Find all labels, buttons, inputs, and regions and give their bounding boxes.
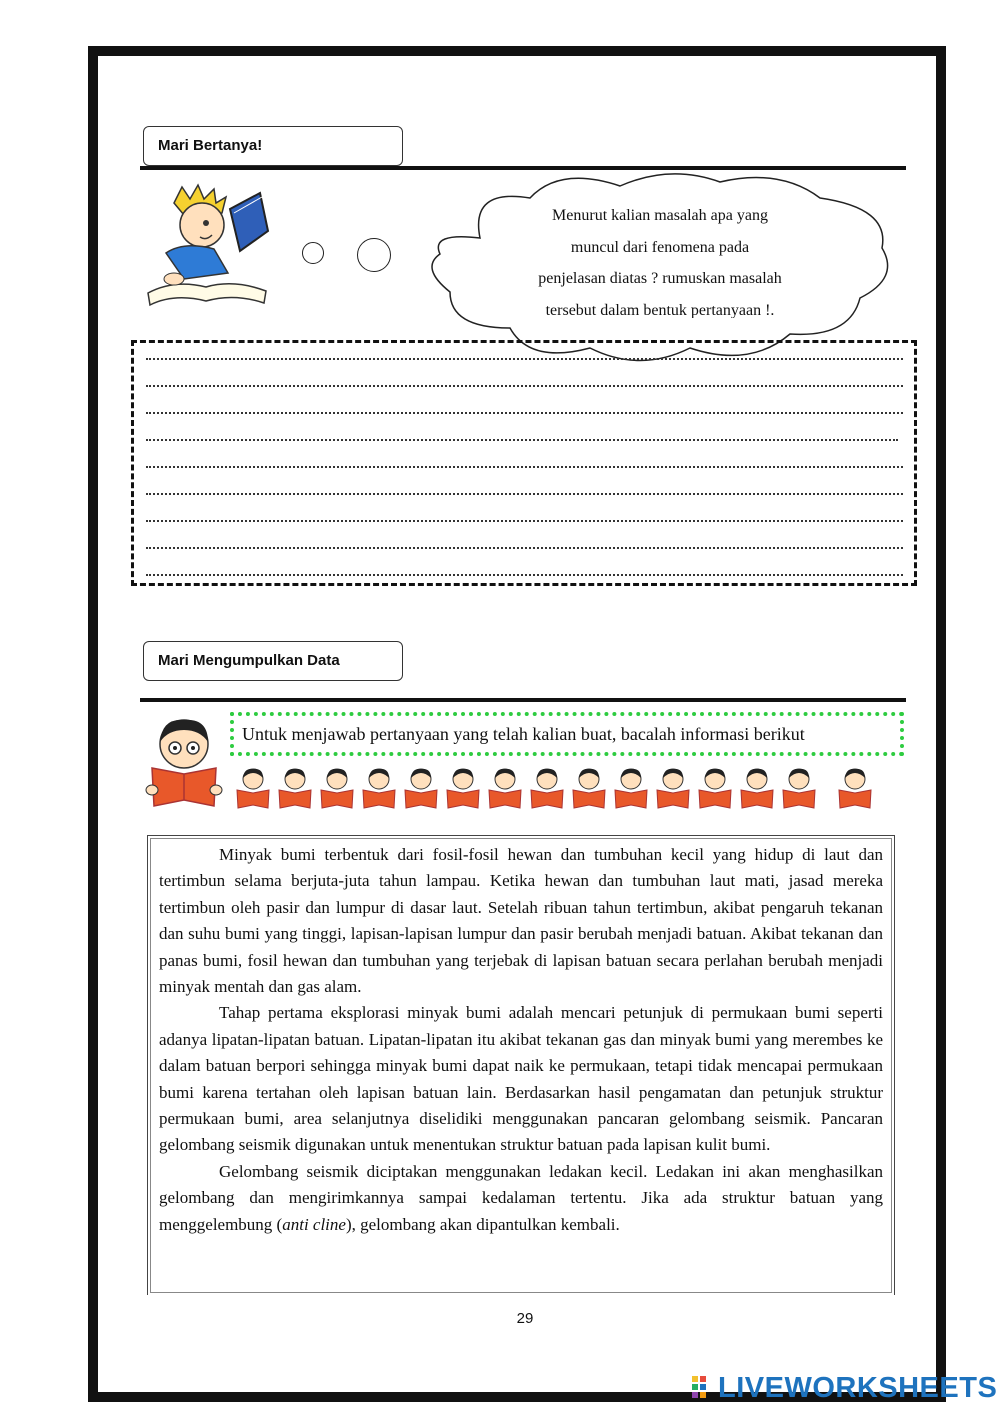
- kid-icon: [780, 766, 818, 810]
- liveworksheets-mark-icon: [692, 1376, 714, 1400]
- answer-line[interactable]: [146, 464, 903, 468]
- reading-kid-illustration: [144, 716, 224, 808]
- answer-line[interactable]: [146, 437, 898, 441]
- passage-italic-term: anti cline: [282, 1214, 346, 1234]
- answer-line[interactable]: [146, 572, 903, 576]
- cloud-line: penjelasan diatas ? rumuskan masalah: [538, 270, 782, 287]
- liveworksheets-logo: [692, 1372, 998, 1408]
- kid-icon: [696, 766, 734, 810]
- answer-line[interactable]: [146, 383, 903, 387]
- thought-dot-large: [357, 238, 391, 272]
- kid-icon: [612, 766, 650, 810]
- kid-icon: [360, 766, 398, 810]
- kid-border-row: [234, 766, 874, 810]
- section-label-bertanya: Mari Bertanya!: [143, 126, 403, 166]
- liveworksheets-wordmark: LIVEWORKSHEETS: [718, 1372, 998, 1404]
- section-label-mengumpulkan: Mari Mengumpulkan Data: [143, 641, 403, 681]
- thought-dot-small: [302, 242, 324, 264]
- answer-box[interactable]: [131, 340, 917, 586]
- instruction-box: Untuk menjawab pertanyaan yang telah kalian buat, bacalah informasi berikut: [230, 712, 904, 756]
- kid-icon: [528, 766, 566, 810]
- passage-paragraph: Minyak bumi terbentuk dari fosil-fosil hewan dan tumbuhan kecil yang hidup di laut dan tertimbun selama berjuta-juta tahun lampau. Ketika hewan dan tumbuhan laut mati, jasad mereka tertimbun oleh pasir dan lumpur di dasar laut. Setelah ribuan tahun tertimbun, akibat pengaruh tekanan dan suhu bumi yang tinggi, lapisan-lapisan lumpur dan pasir berubah menjadi batuan. Akibat tekanan dan panas bumi, fosil hewan dan tumbuhan yang terjebak di lapisan batuan secara perlahan berubah menjadi minyak mentah dan gas alam.: [159, 845, 883, 997]
- kid-icon: [318, 766, 356, 810]
- kid-icon: [402, 766, 440, 810]
- kid-icon: [444, 766, 482, 810]
- reading-passage: [147, 835, 895, 1295]
- cloud-line: muncul dari fenomena pada: [570, 238, 750, 256]
- reading-student-illustration: [144, 183, 270, 309]
- cloud-line: Menurut kalian masalah apa yang: [552, 207, 768, 224]
- passage-paragraph: Tahap pertama eksplorasi minyak bumi adalah mencari petunjuk di permukaan bumi seperti adanya lipatan-lipatan batuan. Lipatan-lipatan itu akibat tekanan gas dan minyak bumi yang merembes ke dalam batuan berpori sehingga minyak bumi dapat naik ke permukaan, tetapi tidak mencapai permukaan bumi karena tertahan oleh lapisan batuan lain. Berdasarkan hasil pengamatan dan petunjuk struktur permukaan bumi, area selanjutnya diselidiki menggunakan pancaran gelombang seismik. Pancaran gelombang seismik digunakan untuk menentukan struktur batuan pada lapisan kulit bumi.: [159, 1003, 883, 1155]
- passage-text: Gelombang seismik diciptakan menggunakan ledakan kecil. Ledakan ini akan menghasilkan gelombang dan mengirimkannya sampai kedalaman tertentu. Jika ada struktur batuan yang menggelembung (: [159, 1161, 883, 1234]
- page-number: 29: [516, 1310, 534, 1327]
- section-rule: [140, 698, 906, 702]
- answer-line[interactable]: [146, 518, 903, 522]
- kid-icon: [570, 766, 608, 810]
- kid-icon: [654, 766, 692, 810]
- kid-icon: [836, 766, 874, 810]
- kid-icon: [276, 766, 314, 810]
- kid-icon: [234, 766, 272, 810]
- cloud-line: tersebut dalam bentuk pertanyaan !.: [545, 301, 775, 318]
- answer-line[interactable]: [146, 491, 903, 495]
- answer-line[interactable]: [146, 545, 903, 549]
- cloud-question-text: [490, 200, 830, 318]
- answer-line[interactable]: [146, 356, 903, 360]
- kid-icon: [738, 766, 776, 810]
- passage-text: ), gelombang akan dipantulkan kembali.: [345, 1214, 620, 1234]
- passage-paragraph: [159, 1159, 883, 1238]
- answer-line[interactable]: [146, 410, 903, 414]
- kid-icon: [486, 766, 524, 810]
